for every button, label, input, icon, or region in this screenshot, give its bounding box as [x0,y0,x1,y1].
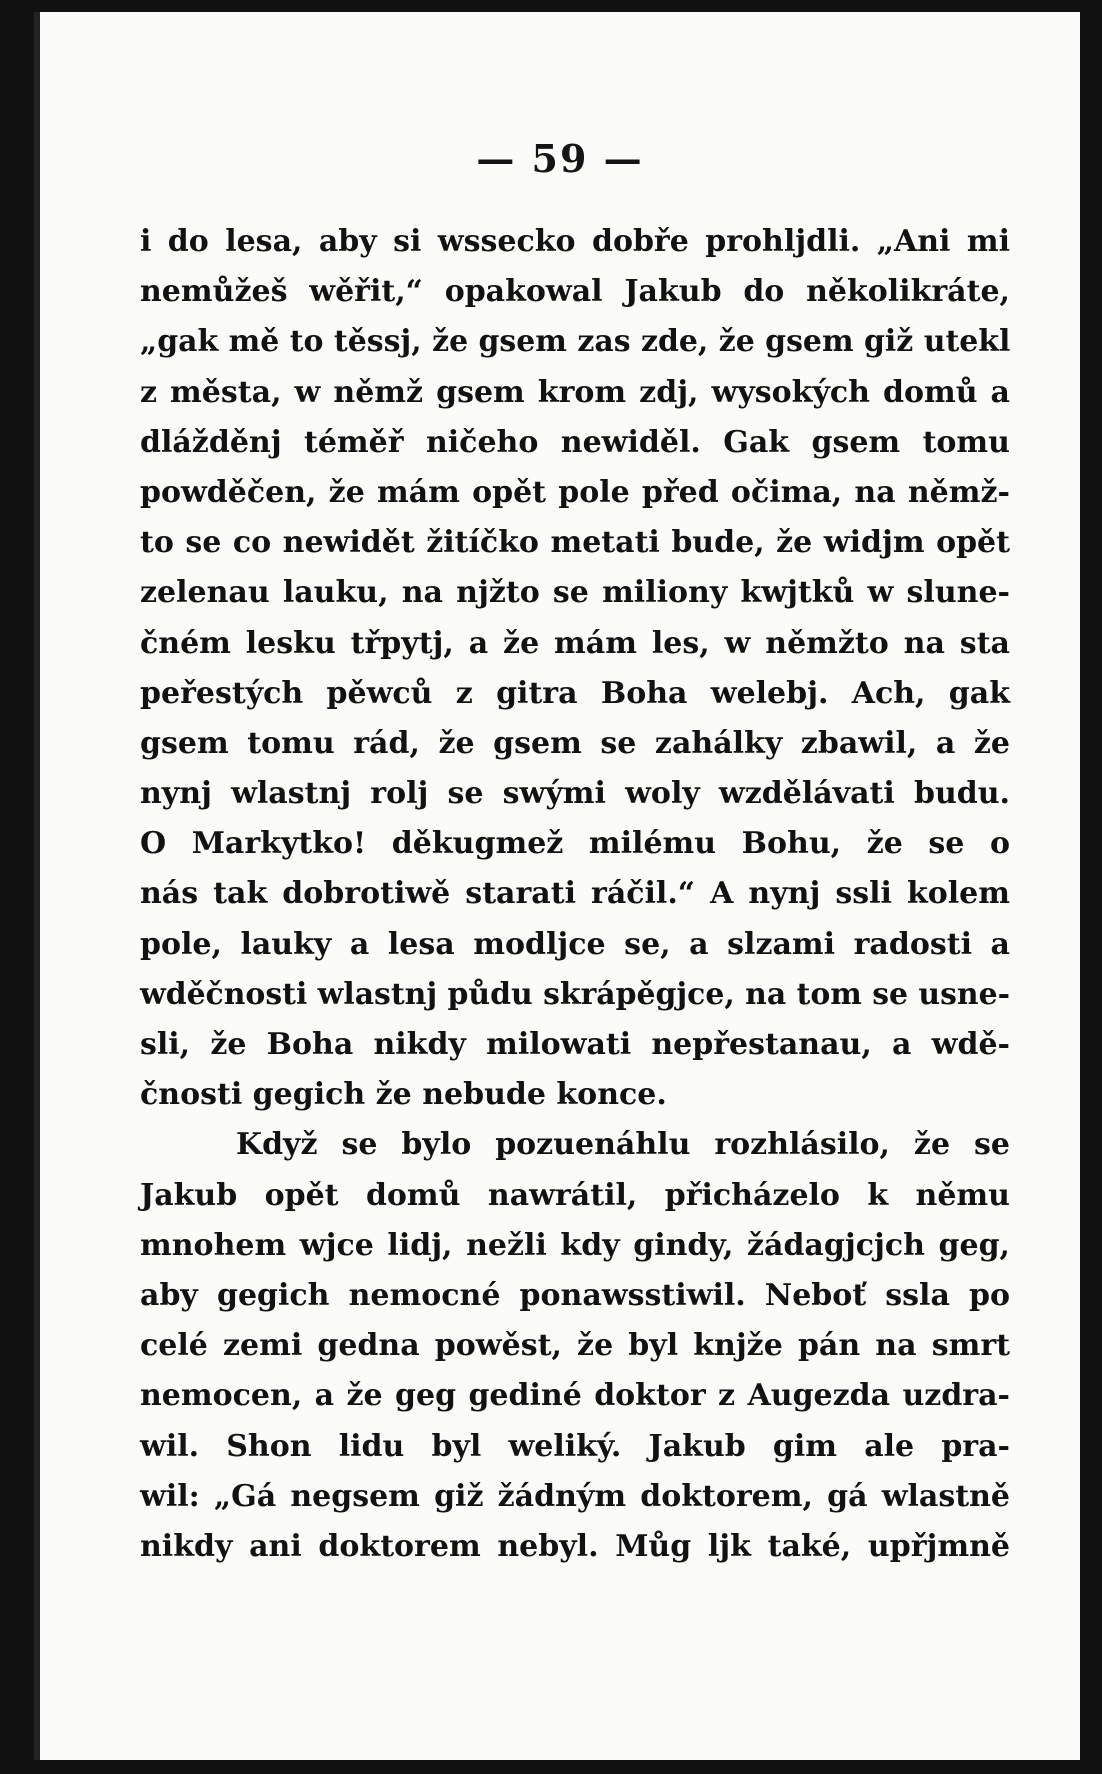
text-line: celé zemi gedna powěst, že byl knjže pán na smrt [140,1328,1010,1364]
text-line: zelenau lauku, na njžto se miliony kwjtků w slune- [140,575,1010,611]
text-line: to se co newidět žitíčko metati bude, že widjm opět [140,525,1010,561]
text-line: Když se bylo pozuenáhlu rozhlásilo, že se [236,1127,1010,1163]
text-line: čnosti gegich že nebude konce. [140,1077,667,1113]
text-line: i do lesa, aby si wssecko dobře prohljdli. „Ani mi [140,224,1010,259]
text-line: Jakub opět domů nawrátil, přicházelo k němu [140,1177,1010,1213]
text-line: sli, že Boha nikdy milowati nepřestanau, a wdě- [140,1027,1010,1062]
page-number: — 59 — [476,136,644,181]
text-line: peřestých pěwců z gitra Boha welebj. Ach, gak [140,675,1010,711]
text-line: z města, w němž gsem krom zdj, wysokých domů a [140,374,1010,410]
body-text [140,217,1010,1572]
text-line: aby gegich nemocné ponawsstiwil. Neboť ssla po [140,1277,1010,1313]
text-line: nemocen, a že geg gediné doktor z Augezda uzdra- [140,1378,1010,1414]
text-line: „gak mě to těssj, že gsem zas zde, že gsem giž utekl [140,324,1011,360]
paragraph [140,1120,1010,1572]
text-line: dlážděnj téměř ničeho newiděl. Gak gsem tomu [140,424,1010,460]
text-line: čném lesku třpytj, a že mám les, w němžto na sta [140,625,1010,661]
text-line: nynj wlastnj rolj se swými woly wzdělávati budu. [140,776,1010,812]
text-line: mnohem wjce lidj, nežli kdy gindy, žádagjcjch geg, [140,1227,1010,1263]
text-line: wděčnosti wlastnj půdu skrápěgjce, na tom se usne- [140,976,1011,1012]
text-line: nás tak dobrotiwě starati ráčil.“ A nynj ssli kolem [140,876,1010,912]
text-line: nemůžeš wěřit,“ opakowal Jakub do několikráte, [140,274,1010,310]
paragraph [140,217,1010,1120]
text-line: O Markytko! děkugmež milému Bohu, že se o [140,826,1010,862]
text-line: gsem tomu rád, že gsem se zahálky zbawil, a že [140,725,1010,761]
text-line: wil. Shon lidu byl weliký. Jakub gim ale pra- [140,1428,1010,1464]
text-line: wil: „Gá negsem giž žádným doktorem, gá wlastně [140,1478,1010,1514]
book-page [34,12,1080,1760]
text-line: pole, lauky a lesa modljce se, a slzami radosti a [140,926,1010,962]
text-line: nikdy ani doktorem nebyl. Můg ljk také, upřjmně [140,1528,1010,1564]
text-line: powděčen, že mám opět pole před očima, na němž- [140,474,1010,510]
